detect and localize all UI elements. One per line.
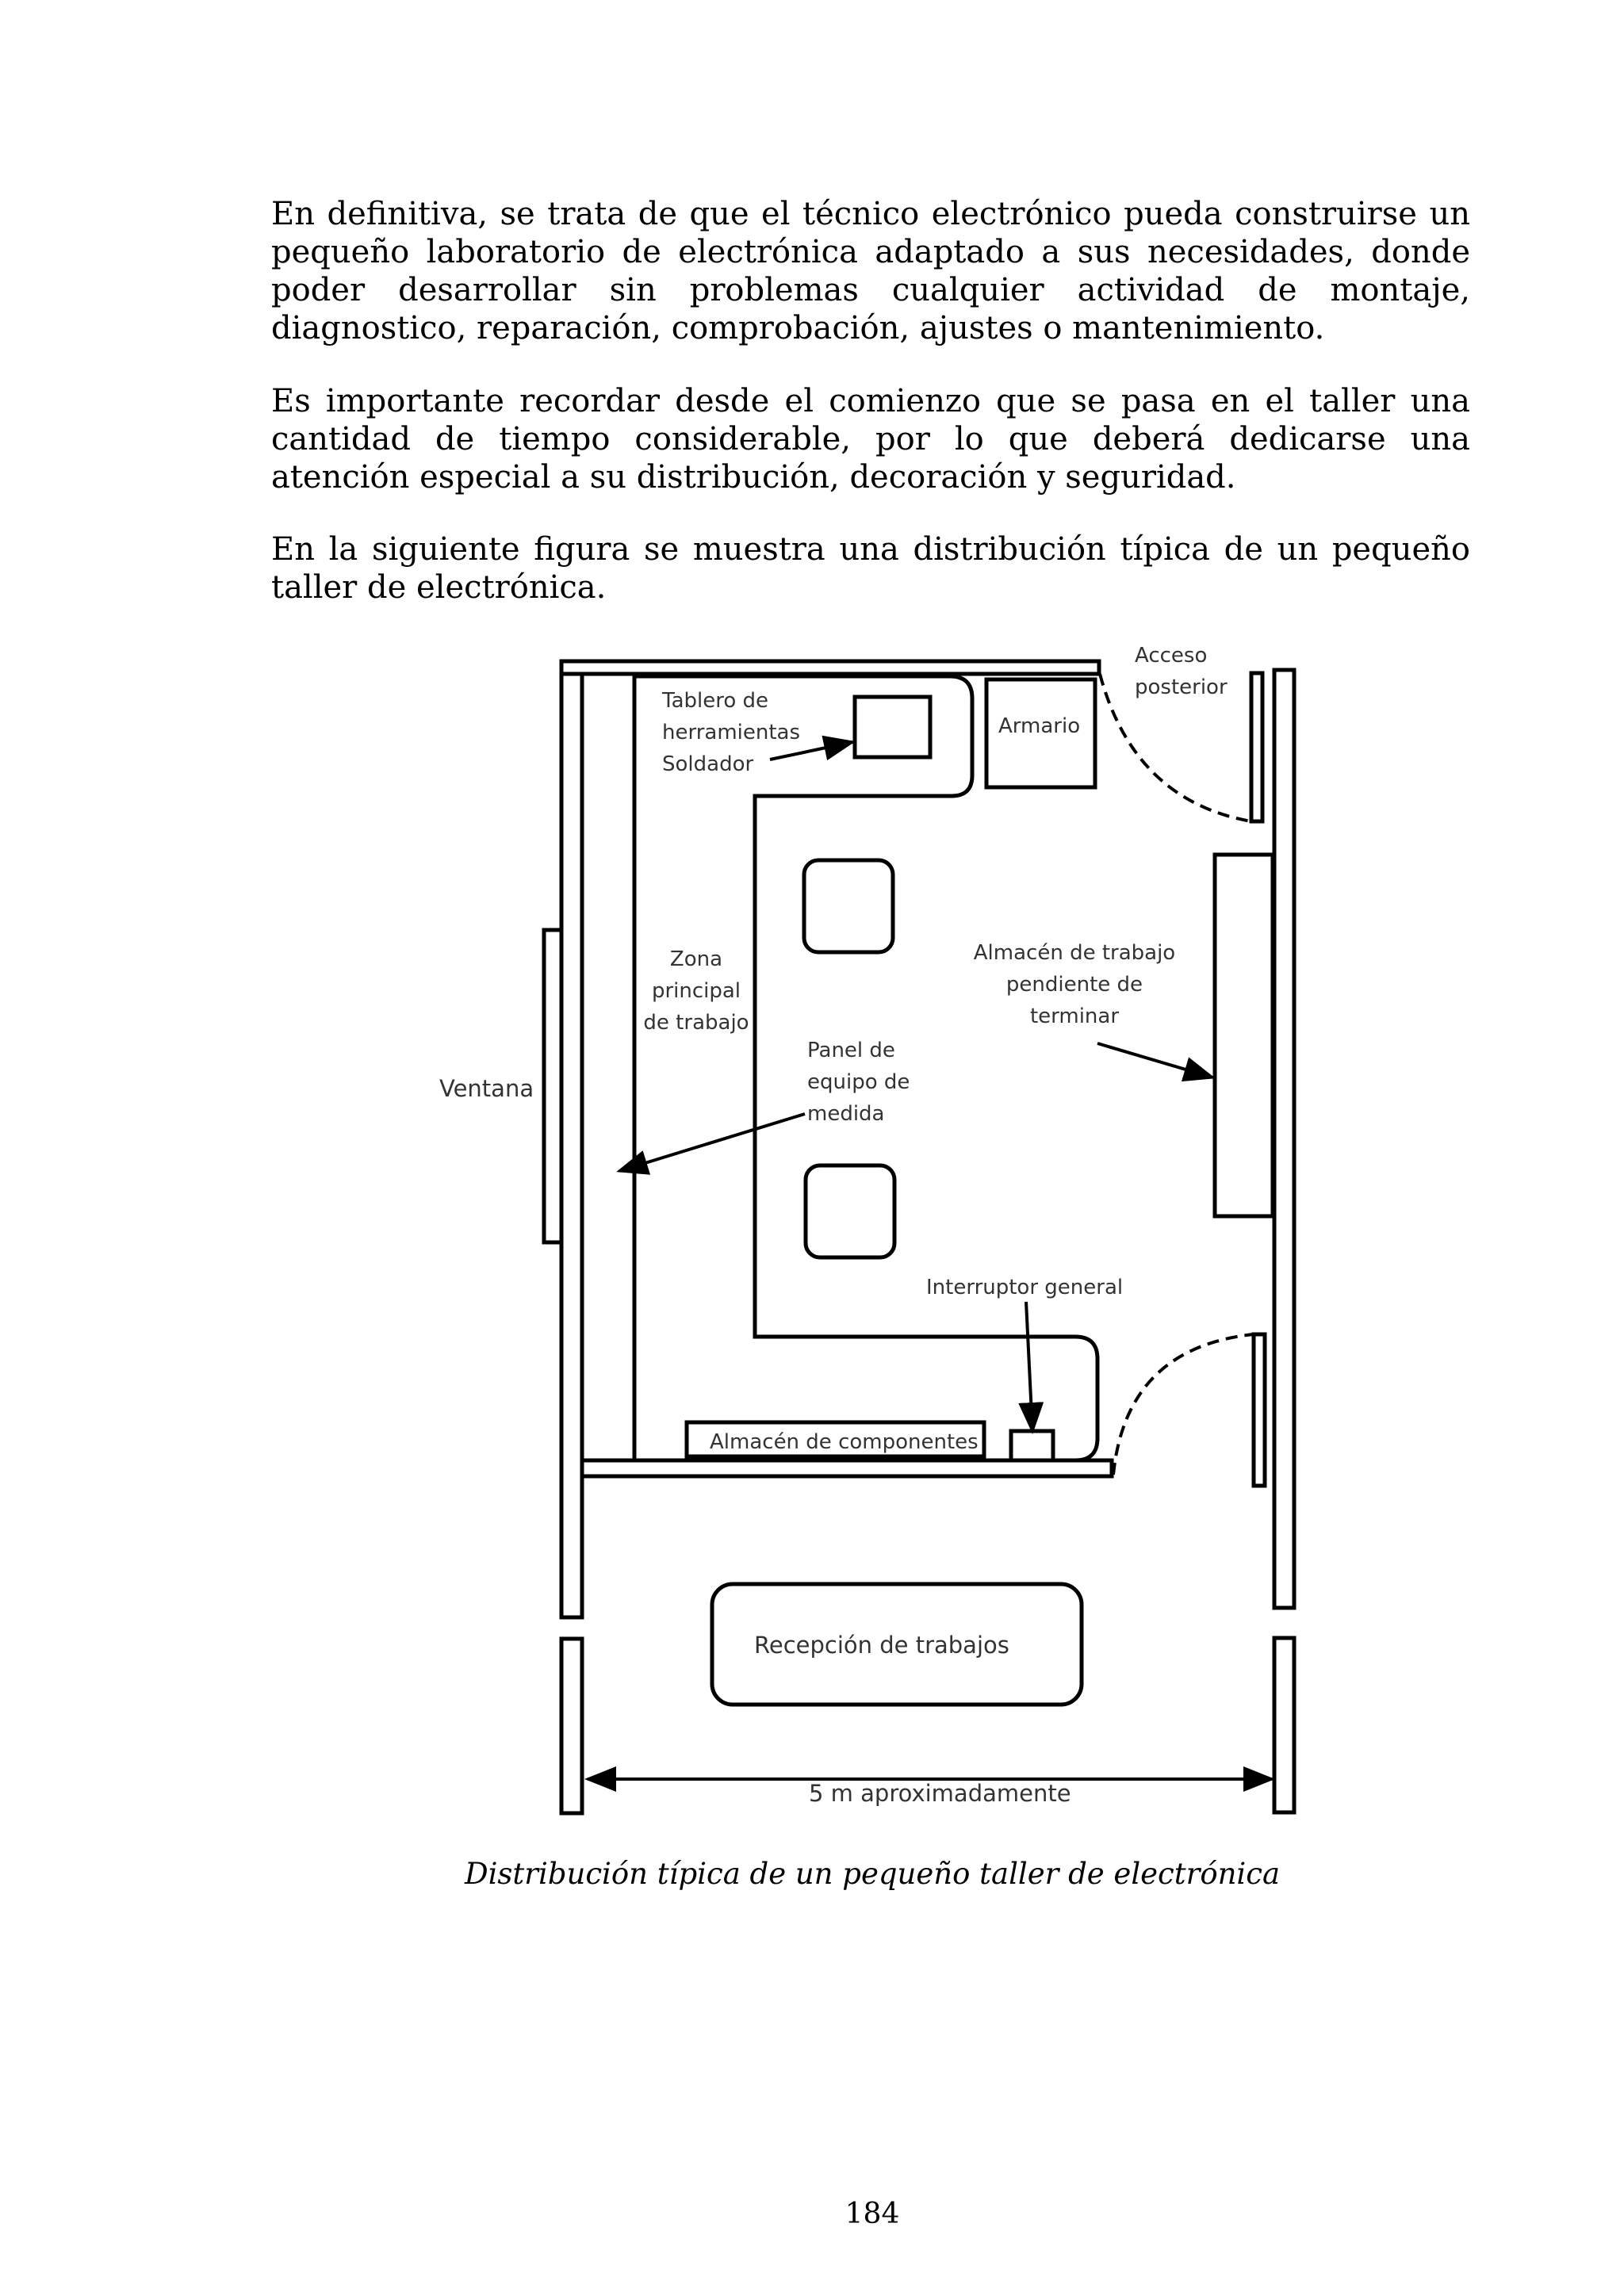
top-wall	[561, 661, 1099, 674]
right-wall-lower	[1274, 1638, 1294, 1812]
pending-work-shelf	[1215, 855, 1273, 1216]
label-zona-1: Zona	[669, 947, 723, 971]
right-wall-upper	[1274, 670, 1294, 1608]
arrow-to-instrument-panel	[619, 1114, 805, 1171]
arrow-to-main-switch	[1026, 1302, 1032, 1431]
label-acceso-2: posterior	[1135, 675, 1228, 699]
label-tablero-1: Tablero de	[662, 689, 769, 713]
figure-caption: Distribución típica de un pequeño taller de electrónica	[464, 1857, 1281, 1891]
partition-wall	[582, 1460, 1112, 1476]
label-armario: Armario	[998, 714, 1081, 738]
label-acceso-1: Acceso	[1135, 644, 1208, 668]
soldering-station	[855, 697, 930, 757]
label-almacen-trabajo-1: Almacén de trabajo	[973, 941, 1176, 965]
arrow-to-soldering-station	[770, 742, 852, 760]
label-tablero-2: herramientas	[662, 721, 801, 744]
label-almacen-trabajo-2: pendiente de	[1005, 973, 1143, 997]
arrow-to-pending-work-shelf	[1097, 1043, 1212, 1077]
label-zona-3: de trabajo	[643, 1011, 749, 1035]
main-switch-box	[1011, 1431, 1053, 1460]
window-frame	[544, 930, 561, 1242]
rear-door-leaf	[1251, 673, 1262, 821]
stool-upper	[804, 860, 893, 952]
label-almacen-componentes: Almacén de componentes	[710, 1430, 979, 1454]
label-tablero-3: Soldador	[662, 752, 754, 776]
stool-lower	[806, 1165, 894, 1257]
paragraph-1: En definitiva, se trata de que el técnico electrónico pueda construirse un pequeño laboratorio de electrónica adaptado a sus necesidades, donde poder desarrollar sin problemas cualquier actividad de montaje, diagnostico, reparación, comprobación, ajustes o mantenimiento.	[271, 196, 1470, 346]
label-dimension: 5 m aproximadamente	[809, 1780, 1071, 1807]
left-wall-lower	[561, 1639, 582, 1813]
label-interruptor: Interruptor general	[926, 1276, 1124, 1299]
page-number: 184	[845, 2198, 900, 2230]
label-panel-3: medida	[807, 1102, 885, 1126]
label-ventana: Ventana	[439, 1075, 534, 1102]
label-panel-2: equipo de	[807, 1070, 910, 1094]
label-recepcion: Recepción de trabajos	[754, 1632, 1009, 1659]
paragraph-3: En la siguiente figura se muestra una distribución típica de un pequeño taller de electrónica.	[271, 531, 1470, 606]
left-wall-upper	[561, 674, 582, 1617]
paragraph-2: Es importante recordar desde el comienzo que se pasa en el taller una cantidad de tiempo considerable, por lo que deberá dedicarse una atención especial a su distribución, decoración y seguridad.	[271, 383, 1470, 496]
label-zona-2: principal	[651, 979, 741, 1003]
front-door-leaf	[1254, 1334, 1265, 1486]
front-door-swing	[1113, 1334, 1254, 1475]
label-panel-1: Panel de	[807, 1039, 895, 1062]
label-almacen-trabajo-3: terminar	[1029, 1004, 1120, 1028]
